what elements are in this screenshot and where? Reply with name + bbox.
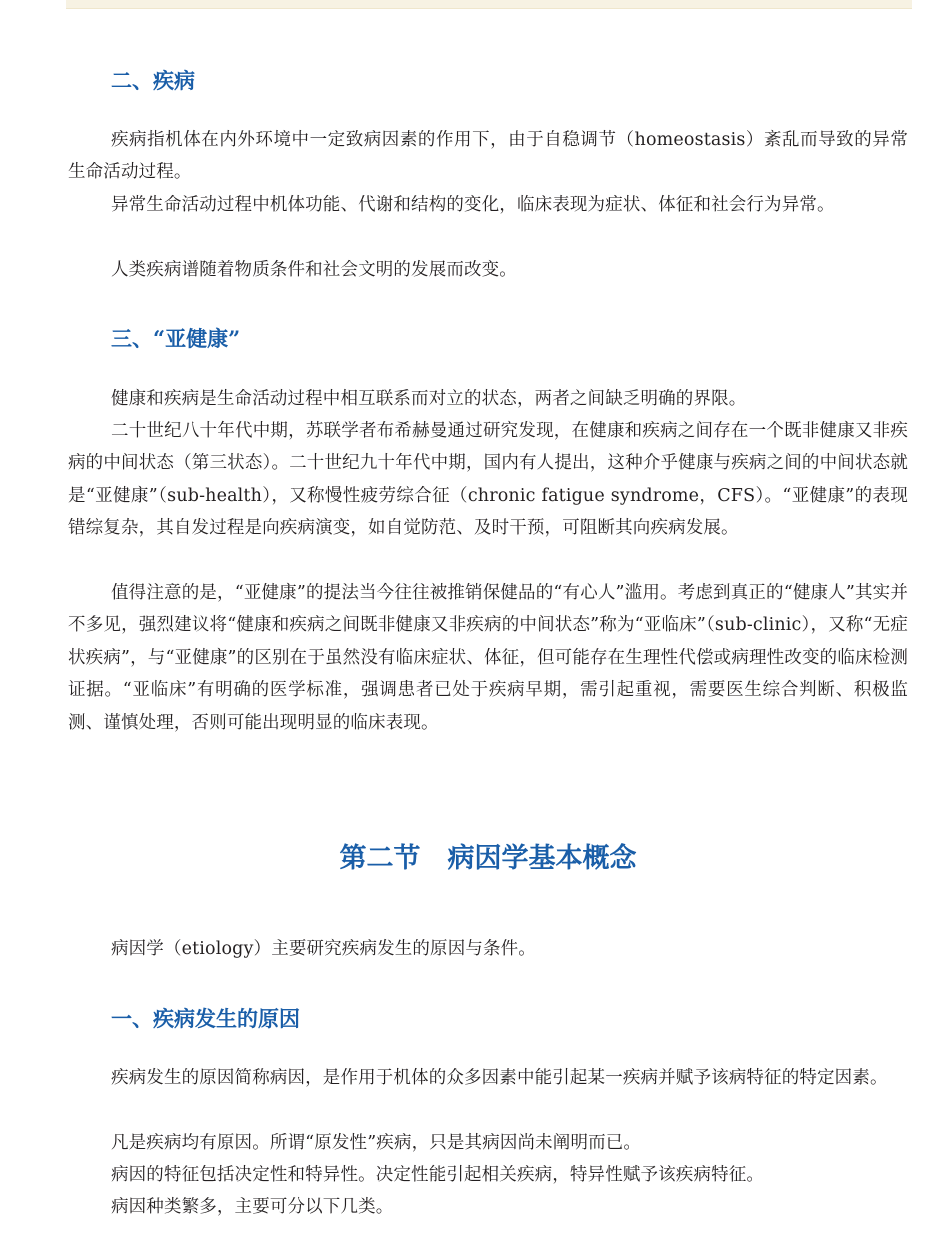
paragraph-cause-definition: 疾病发生的原因简称病因，是作用于机体的众多因素中能引起某一疾病并赋予该病特征的特定因素。 — [111, 1068, 888, 1088]
paragraph-health-disease-boundary: 健康和疾病是生命活动过程中相互联系而对立的状态，两者之间缺乏明确的界限。 — [111, 389, 747, 409]
paragraph-disease-spectrum: 人类疾病谱随着物质条件和社会文明的发展而改变。 — [111, 260, 517, 280]
paragraph-disease-manifestation: 异常生命活动过程中机体功能、代谢和结构的变化，临床表现为症状、体征和社会行为异常。 — [111, 195, 835, 215]
paragraph-cause-universal: 凡是疾病均有原因。所谓“原发性”疾病，只是其病因尚未阐明而已。 — [111, 1133, 642, 1153]
section-title-etiology: 第二节 病因学基本概念 — [339, 843, 637, 874]
heading-disease-causes: 一、疾病发生的原因 — [111, 1006, 300, 1031]
paragraph-disease-definition: 疾病指机体在内外环境中一定致病因素的作用下，由于自稳调节（homeostasis）紊乱而导致的异常生命活动过程。 — [68, 130, 908, 183]
paragraph-third-state: 二十世纪八十年代中期，苏联学者布希赫曼通过研究发现，在健康和疾病之间存在一个既非健康又非疾病的中间状态（第三状态）。二十世纪九十年代中期，国内有人提出，这种介乎健康与疾病之间的中间状态就是“亚健康”（sub-health），又称慢性疲劳综合征（chronic fatigue syndrome，CFS）。“亚健康”的表现错综复杂，其自发过程是向疾病演变，如自觉防范、及时干预，可阻断其向疾病发展。 — [68, 421, 908, 539]
paragraph-etiology-intro: 病因学（etiology）主要研究疾病发生的原因与条件。 — [111, 939, 536, 959]
top-decorative-band — [66, 0, 912, 9]
heading-subhealth: 三、“亚健康” — [111, 326, 241, 351]
paragraph-subclinic: 值得注意的是，“亚健康”的提法当今往往被推销保健品的“有心人”滥用。考虑到真正的“健康人”其实并不多见，强烈建议将“健康和疾病之间既非健康又非疾病的中间状态”称为“亚临床”（sub-clinic），又称“无症状疾病”，与“亚健康”的区别在于虽然没有临床症状、体征，但可能存在生理性代偿或病理性改变的临床检测证据。“亚临床”有明确的医学标准，强调患者已处于疾病早期，需引起重视，需要医生综合判断、积极监测、谨慎处理，否则可能出现明显的临床表现。 — [68, 583, 908, 733]
paragraph-cause-features: 病因的特征包括决定性和特异性。决定性能引起相关疾病，特异性赋予该疾病特征。 — [111, 1165, 765, 1185]
heading-disease: 二、疾病 — [111, 68, 195, 93]
paragraph-cause-types: 病因种类繁多，主要可分以下几类。 — [111, 1197, 394, 1217]
